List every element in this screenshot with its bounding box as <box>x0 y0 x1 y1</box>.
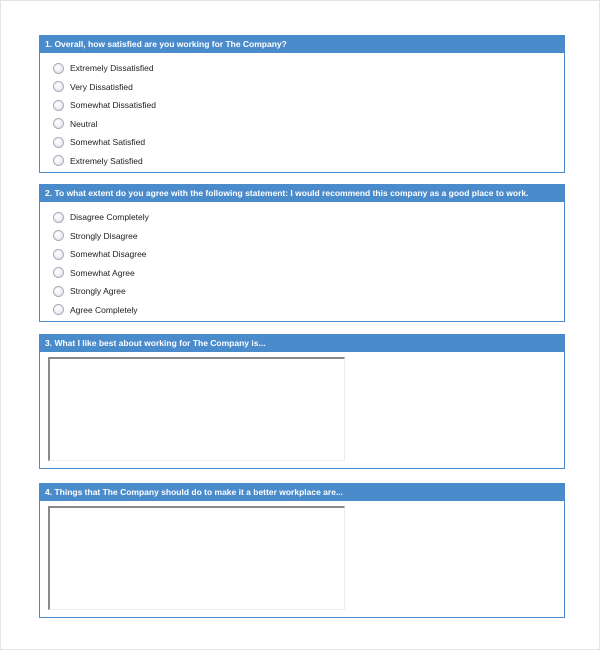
option-label: Very Dissatisfied <box>70 81 133 92</box>
radio-option[interactable] <box>40 78 564 97</box>
radio-option[interactable] <box>40 133 564 152</box>
question-1 <box>39 35 565 173</box>
option-label: Somewhat Agree <box>70 267 135 278</box>
radio-button[interactable] <box>53 304 64 315</box>
option-label: Strongly Disagree <box>70 230 138 241</box>
question-2 <box>39 184 565 322</box>
radio-button[interactable] <box>53 230 64 241</box>
radio-option[interactable] <box>40 208 564 227</box>
radio-option[interactable] <box>40 152 564 171</box>
option-label: Somewhat Dissatisfied <box>70 100 156 111</box>
question-4 <box>39 483 565 618</box>
option-label: Somewhat Disagree <box>70 249 147 260</box>
answer-textarea[interactable] <box>48 357 345 461</box>
radio-option[interactable] <box>40 59 564 78</box>
radio-button[interactable] <box>53 137 64 148</box>
radio-button[interactable] <box>53 286 64 297</box>
question-3 <box>39 334 565 469</box>
option-label: Strongly Agree <box>70 286 126 297</box>
option-label: Neutral <box>70 118 98 129</box>
question-title: 4. Things that The Company should do to make it a better workplace are... <box>40 484 564 501</box>
option-label: Somewhat Satisfied <box>70 137 146 148</box>
option-label: Agree Completely <box>70 304 138 315</box>
option-label: Extremely Dissatisfied <box>70 63 154 74</box>
option-label: Disagree Completely <box>70 212 149 223</box>
radio-button[interactable] <box>53 267 64 278</box>
radio-button[interactable] <box>53 81 64 92</box>
answer-textarea[interactable] <box>48 506 345 610</box>
radio-option[interactable] <box>40 115 564 134</box>
radio-option[interactable] <box>40 227 564 246</box>
radio-option[interactable] <box>40 245 564 264</box>
radio-option[interactable] <box>40 301 564 320</box>
radio-button[interactable] <box>53 249 64 260</box>
radio-button[interactable] <box>53 63 64 74</box>
radio-option[interactable] <box>40 96 564 115</box>
option-label: Extremely Satisfied <box>70 155 143 166</box>
radio-option[interactable] <box>40 282 564 301</box>
radio-button[interactable] <box>53 100 64 111</box>
question-title: 2. To what extent do you agree with the following statement: I would recommend this company as a good place to work. <box>40 185 564 202</box>
question-title: 3. What I like best about working for The Company is... <box>40 335 564 352</box>
radio-button[interactable] <box>53 155 64 166</box>
question-title: 1. Overall, how satisfied are you working for The Company? <box>40 36 564 53</box>
radio-option[interactable] <box>40 264 564 283</box>
radio-button[interactable] <box>53 212 64 223</box>
radio-button[interactable] <box>53 118 64 129</box>
